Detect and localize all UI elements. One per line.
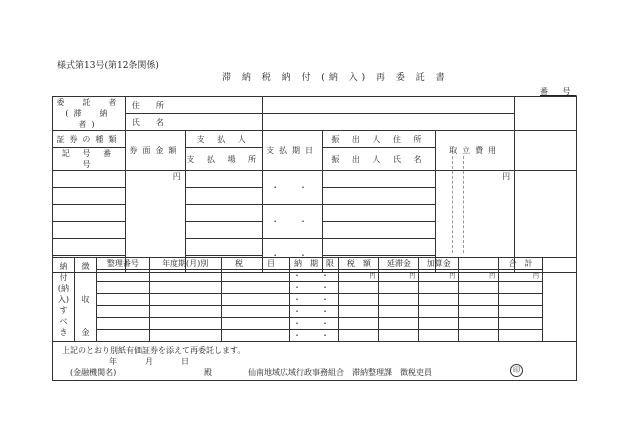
blank-amount-cell[interactable]	[459, 330, 499, 342]
tax-amount-cell[interactable]	[339, 270, 379, 282]
date-dots: ・ ・	[292, 283, 335, 292]
consignment-note: 上記のとおり別紙有価証券を添えて再委託します。	[62, 346, 246, 355]
drawer-address-header: 振 出 人 住 所	[322, 131, 436, 148]
tax-amount-cell[interactable]	[339, 330, 379, 342]
pay-place-header: 支 払 場 所	[185, 148, 262, 171]
ref-no-cell[interactable]	[96, 270, 149, 282]
fiscal-year-header: 年度期(月)別	[149, 258, 221, 270]
blank-right-cell	[515, 97, 577, 131]
delinquency-cell[interactable]	[379, 318, 419, 330]
document-title: 滞 納 税 納 付 (納 入) 再 委 託 書	[222, 73, 449, 83]
code-number-cell[interactable]	[53, 188, 126, 205]
code-number-cell[interactable]	[53, 222, 126, 239]
ref-no-cell[interactable]	[96, 330, 149, 342]
date-dots: ・ ・	[292, 271, 335, 280]
honorific-dono: 殿	[204, 368, 212, 377]
tax-item-cell[interactable]	[221, 306, 289, 318]
ref-no-cell[interactable]	[96, 318, 149, 330]
ref-no-cell[interactable]	[96, 306, 149, 318]
payer-cell[interactable]	[185, 171, 262, 188]
deadline-cell[interactable]	[289, 270, 339, 282]
total-cell[interactable]	[499, 318, 543, 330]
tax-amount-cell[interactable]	[339, 282, 379, 294]
ref-no-header: 整理番号	[96, 258, 149, 270]
dashed-guide	[452, 156, 453, 253]
side-char: べ	[59, 317, 68, 326]
date-dots: ・ ・	[292, 331, 335, 340]
tax-item-cell[interactable]	[221, 330, 289, 342]
additional-header: 加算金	[419, 258, 459, 270]
tax-amount-cell[interactable]	[339, 318, 379, 330]
drawer-address-cell[interactable]	[322, 171, 436, 188]
drawer-name-cell[interactable]	[322, 188, 436, 205]
additional-cell[interactable]	[419, 330, 459, 342]
consignment-table	[52, 96, 577, 273]
yen-mark: 円	[502, 172, 511, 181]
securities-type-cell[interactable]	[53, 171, 126, 188]
side-char: す	[59, 306, 68, 315]
additional-cell[interactable]	[419, 318, 459, 330]
date-dots: ・ ・	[271, 251, 314, 260]
side-char: き	[59, 328, 68, 337]
yen-mark: 円	[409, 273, 416, 280]
tax-amount-cell[interactable]	[339, 306, 379, 318]
blank-amount-cell[interactable]	[459, 270, 499, 282]
yen-mark: 円	[172, 172, 181, 181]
fiscal-year-cell[interactable]	[149, 282, 221, 294]
deadline-cell[interactable]	[289, 306, 339, 318]
payer-cell[interactable]	[185, 239, 262, 256]
securities-type-cell[interactable]	[53, 239, 126, 256]
name-label: 氏 名	[131, 117, 164, 127]
side-char: (納	[57, 284, 70, 293]
fiscal-year-cell[interactable]	[149, 270, 221, 282]
yen-mark: 円	[489, 273, 496, 280]
date-dots: ・ ・	[292, 295, 335, 304]
total-cell[interactable]	[499, 270, 543, 282]
deadline-cell[interactable]	[289, 282, 339, 294]
tax-item-cell[interactable]	[221, 282, 289, 294]
fiscal-year-cell[interactable]	[149, 330, 221, 342]
issuer-line: 仙南地域広域行政事務組合 滞納整理課 徴税吏員	[248, 368, 432, 377]
securities-type-cell[interactable]	[53, 205, 126, 222]
consignor-label-cell	[53, 97, 126, 131]
address-label: 住 所	[131, 100, 164, 110]
deadline-cell[interactable]	[289, 330, 339, 342]
tax-amount-cell[interactable]	[339, 294, 379, 306]
tax-item-cell[interactable]	[221, 318, 289, 330]
date-dots: ・ ・	[271, 217, 314, 226]
face-value-header: 券面金額	[125, 131, 185, 171]
total-cell[interactable]	[499, 330, 543, 342]
code-number-header: 記 号 番 号	[53, 148, 126, 171]
tax-item-cell[interactable]	[221, 270, 289, 282]
total-cell[interactable]	[499, 294, 543, 306]
blank-amount-cell[interactable]	[459, 306, 499, 318]
fiscal-year-cell[interactable]	[149, 306, 221, 318]
drawer-address-cell[interactable]	[322, 205, 436, 222]
side-label-2	[74, 258, 96, 342]
ref-no-cell[interactable]	[96, 282, 149, 294]
total-cell[interactable]	[499, 282, 543, 294]
delinquency-cell[interactable]	[379, 306, 419, 318]
blank-amount-cell[interactable]	[459, 318, 499, 330]
tax-amount-header: 税 額	[339, 258, 379, 270]
yen-mark: 円	[369, 273, 376, 280]
payer-cell[interactable]	[185, 205, 262, 222]
date-line: 年 月 日	[109, 357, 199, 366]
pay-date-cell[interactable]	[262, 205, 322, 239]
payer-header: 支 払 人	[185, 131, 262, 148]
additional-cell[interactable]	[419, 270, 459, 282]
fiscal-year-cell[interactable]	[149, 318, 221, 330]
blank-cell	[515, 131, 577, 171]
consignor-label: 委 託 者	[56, 98, 122, 107]
dashed-guide	[463, 156, 464, 253]
yen-mark: 円	[533, 273, 540, 280]
side-char: 納	[59, 262, 68, 271]
address-label-cell	[125, 97, 262, 114]
form-number-label: 様式第13号(第12条関係)	[57, 61, 159, 71]
pay-place-cell[interactable]	[185, 222, 262, 239]
side-char: 徴	[81, 262, 90, 271]
securities-type-header: 証券の種類	[53, 131, 126, 148]
delinquent-label: (滞 納 者)	[65, 109, 126, 129]
additional-cell[interactable]	[419, 282, 459, 294]
side-char: 金	[81, 328, 90, 337]
drawer-address-cell[interactable]	[322, 239, 436, 256]
delinquency-header: 延滞金	[379, 258, 419, 270]
side-char: 収	[81, 295, 90, 304]
blank-amount-cell[interactable]	[459, 294, 499, 306]
blank-cell	[543, 258, 577, 342]
side-char: 付	[59, 273, 68, 282]
number-label: 番 号	[540, 87, 577, 96]
tax-item-header: 税 目	[221, 258, 289, 270]
blank-amount-cell[interactable]	[459, 282, 499, 294]
drawer-name-header: 振 出 人 氏 名	[322, 148, 436, 171]
date-dots: ・ ・	[271, 183, 314, 192]
pay-date-header: 支払期日	[262, 131, 322, 171]
bank-name-label: (金融機関名)	[70, 368, 117, 377]
name-label-cell	[125, 114, 262, 131]
deadline-cell[interactable]	[289, 294, 339, 306]
date-dots: ・ ・	[292, 307, 335, 316]
side-char: 入)	[57, 295, 70, 304]
deadline-header: 納 期 限	[289, 258, 339, 270]
deadline-cell[interactable]	[289, 318, 339, 330]
drawer-name-cell[interactable]	[322, 222, 436, 239]
delinquency-cell[interactable]	[379, 282, 419, 294]
side-label-1	[53, 258, 75, 342]
additional-cell[interactable]	[419, 294, 459, 306]
ref-no-cell[interactable]	[96, 294, 149, 306]
delinquency-cell[interactable]	[379, 294, 419, 306]
address-field[interactable]	[262, 97, 515, 114]
additional-cell[interactable]	[419, 306, 459, 318]
date-dots: ・ ・	[292, 319, 335, 328]
fiscal-year-cell[interactable]	[149, 294, 221, 306]
tax-table	[52, 257, 577, 342]
total-header: 合 計	[499, 258, 543, 270]
total-cell[interactable]	[499, 306, 543, 318]
blank-header	[459, 258, 499, 270]
delinquency-cell[interactable]	[379, 330, 419, 342]
tax-item-cell[interactable]	[221, 294, 289, 306]
delinquency-cell[interactable]	[379, 270, 419, 282]
name-field[interactable]	[262, 114, 515, 131]
pay-date-cell[interactable]	[262, 171, 322, 205]
collection-fee-header: 取立費用	[436, 131, 515, 171]
pay-place-cell[interactable]	[185, 188, 262, 205]
seal-mark: 印	[510, 364, 523, 377]
yen-mark: 円	[449, 273, 456, 280]
